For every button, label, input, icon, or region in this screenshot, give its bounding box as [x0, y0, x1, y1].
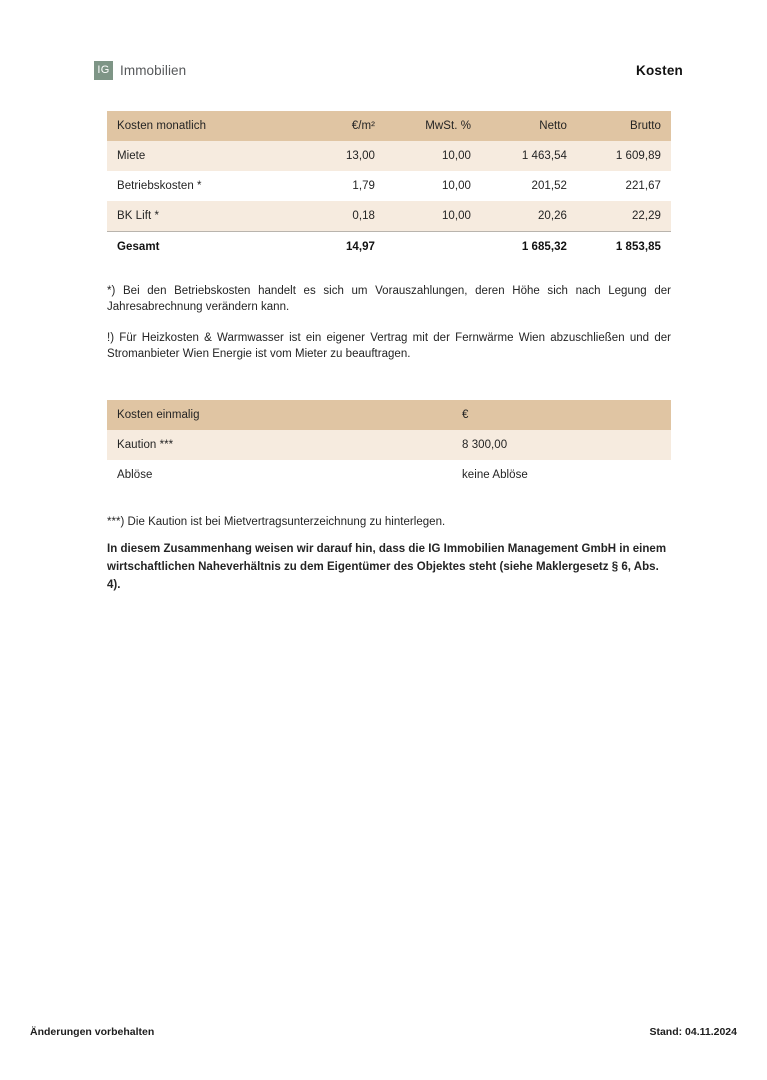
- cell-sqm: 13,00: [305, 141, 385, 171]
- table-row: [107, 171, 671, 201]
- footer-disclaimer: Änderungen vorbehalten: [30, 1026, 155, 1038]
- table-header-row: [107, 400, 671, 430]
- document-footer: [30, 1026, 737, 1038]
- cell-total-vat: [385, 232, 481, 263]
- table-row: [107, 201, 671, 232]
- document-header: [94, 58, 683, 82]
- cell-sqm: 0,18: [305, 201, 385, 232]
- cell-label: Miete: [107, 141, 305, 171]
- column-header-net: Netto: [481, 111, 577, 141]
- column-header-vat: MwSt. %: [385, 111, 481, 141]
- cell-net: 201,52: [481, 171, 577, 201]
- column-header-label: Kosten monatlich: [107, 111, 305, 141]
- cell-sqm: 1,79: [305, 171, 385, 201]
- cell-label: BK Lift *: [107, 201, 305, 232]
- notice-naheverhaeltnis: In diesem Zusammenhang weisen wir darauf hin, dass die IG Immobilien Management GmbH in einem wirtschaftlichen Naheverhältnis zu dem Eigentümer des Objektes steht (siehe Maklergesetz § 6, Abs. 4).: [107, 542, 667, 591]
- brand-name-label: Immobilien: [120, 62, 187, 78]
- footnote-betriebskosten: *) Bei den Betriebskosten handelt es sich um Vorauszahlungen, deren Höhe sich nach Legung der Jahresabrechnung verändern kann.: [107, 284, 671, 313]
- ig-logo-icon: IG: [94, 61, 113, 80]
- page-title: Kosten: [636, 62, 683, 78]
- cell-label: Kaution ***: [107, 430, 452, 460]
- footnote-heizkosten: !) Für Heizkosten & Warmwasser ist ein eigener Vertrag mit der Fernwärme Wien abzuschließen und der Stromanbieter Wien Energie ist vom Mieter zu beauftragen.: [107, 331, 671, 360]
- column-header-gross: Brutto: [577, 111, 671, 141]
- monthly-costs-table: [107, 111, 671, 262]
- cell-total-net: 1 685,32: [481, 232, 577, 263]
- cell-value: 8 300,00: [452, 430, 671, 460]
- column-header-currency: €: [452, 400, 671, 430]
- cell-net: 20,26: [481, 201, 577, 232]
- cell-gross: 221,67: [577, 171, 671, 201]
- table-total-row: [107, 232, 671, 263]
- cell-gross: 22,29: [577, 201, 671, 232]
- cell-gross: 1 609,89: [577, 141, 671, 171]
- onetime-costs-table: [107, 400, 671, 490]
- brand-logo: [94, 61, 186, 80]
- footnote-kaution: ***) Die Kaution ist bei Mietvertragsunterzeichnung zu hinterlegen.: [107, 515, 446, 528]
- footer-date: Stand: 04.11.2024: [649, 1026, 737, 1038]
- cell-total-sqm: 14,97: [305, 232, 385, 263]
- table-row: [107, 430, 671, 460]
- column-header-label: Kosten einmalig: [107, 400, 452, 430]
- cell-total-label: Gesamt: [107, 232, 305, 263]
- cell-net: 1 463,54: [481, 141, 577, 171]
- cell-value: keine Ablöse: [452, 460, 671, 490]
- table-header-row: [107, 111, 671, 141]
- table-row: [107, 141, 671, 171]
- cell-label: Betriebskosten *: [107, 171, 305, 201]
- cell-vat: 10,00: [385, 171, 481, 201]
- cell-vat: 10,00: [385, 141, 481, 171]
- cell-label: Ablöse: [107, 460, 452, 490]
- cell-total-gross: 1 853,85: [577, 232, 671, 263]
- cell-vat: 10,00: [385, 201, 481, 232]
- column-header-sqm: €/m²: [305, 111, 385, 141]
- table-row: [107, 460, 671, 490]
